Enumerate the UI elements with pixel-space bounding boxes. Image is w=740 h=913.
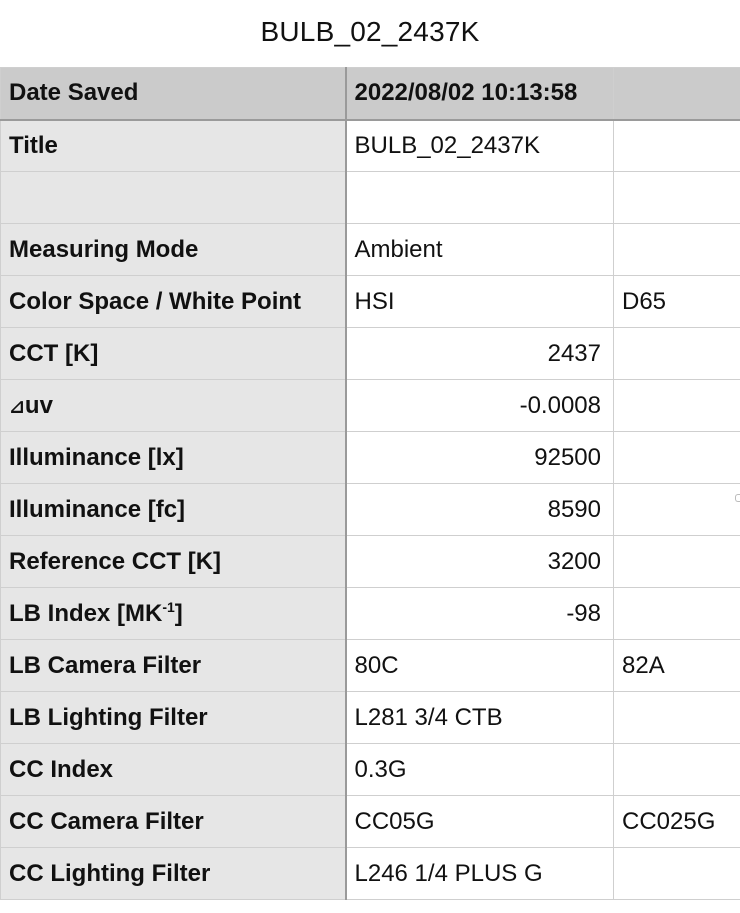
label-cell[interactable]: Color Space / White Point [1, 276, 346, 328]
table-row-lb-lighting-filter [1, 692, 740, 744]
label-cell[interactable] [1, 588, 346, 640]
value-cell[interactable]: L246 1/4 PLUS G [346, 848, 614, 900]
table-row-color-space [1, 276, 740, 328]
header-value-cell[interactable]: 2022/08/02 10:13:58 [346, 68, 614, 120]
cell-resize-handle[interactable] [735, 494, 740, 502]
label-cell[interactable]: CCT [K] [1, 328, 346, 380]
label-cell[interactable]: CC Index [1, 744, 346, 796]
table-row-cct [1, 328, 740, 380]
label-cell[interactable]: CC Camera Filter [1, 796, 346, 848]
table-row-title [1, 120, 740, 172]
value-cell[interactable]: BULB_02_2437K [346, 120, 614, 172]
header-extra-cell[interactable] [614, 68, 740, 120]
table-row-cc-camera-filter [1, 796, 740, 848]
extra-cell[interactable]: CC025G [614, 796, 740, 848]
value-cell[interactable]: -0.0008 [346, 380, 614, 432]
table-row-cc-lighting-filter [1, 848, 740, 900]
extra-cell[interactable] [614, 744, 740, 796]
label-text-end: ] [174, 600, 183, 627]
label-cell[interactable] [1, 380, 346, 432]
label-text: LB Index [MK [9, 600, 163, 627]
value-cell[interactable] [346, 172, 614, 224]
value-cell[interactable]: 0.3G [346, 744, 614, 796]
header-label-cell[interactable]: Date Saved [1, 68, 346, 120]
label-cell[interactable] [1, 172, 346, 224]
extra-cell[interactable] [614, 536, 740, 588]
table-row-empty [1, 172, 740, 224]
extra-cell[interactable] [614, 432, 740, 484]
value-cell[interactable]: CC05G [346, 796, 614, 848]
value-cell[interactable]: 80C [346, 640, 614, 692]
label-cell[interactable]: LB Lighting Filter [1, 692, 346, 744]
value-cell[interactable]: 92500 [346, 432, 614, 484]
label-cell[interactable]: Illuminance [fc] [1, 484, 346, 536]
extra-cell[interactable] [614, 328, 740, 380]
table-row-measuring-mode [1, 224, 740, 276]
extra-cell[interactable] [614, 848, 740, 900]
table-row-lb-camera-filter [1, 640, 740, 692]
extra-cell[interactable] [614, 692, 740, 744]
table-row-lb-index [1, 588, 740, 640]
value-cell[interactable]: HSI [346, 276, 614, 328]
extra-cell[interactable]: D65 [614, 276, 740, 328]
value-cell[interactable]: 3200 [346, 536, 614, 588]
extra-cell[interactable] [614, 380, 740, 432]
extra-cell[interactable] [614, 120, 740, 172]
table-row-illuminance-lx [1, 432, 740, 484]
label-cell[interactable]: Title [1, 120, 346, 172]
label-superscript: -1 [162, 599, 175, 615]
extra-cell[interactable] [614, 484, 740, 536]
table-row-cc-index [1, 744, 740, 796]
table-header-row [1, 68, 740, 120]
extra-cell[interactable] [614, 224, 740, 276]
value-cell[interactable]: 8590 [346, 484, 614, 536]
table-row-delta-uv [1, 380, 740, 432]
label-cell[interactable]: Illuminance [lx] [1, 432, 346, 484]
label-text: uv [24, 391, 53, 419]
delta-symbol: ⊿ [9, 396, 25, 418]
label-cell[interactable]: Measuring Mode [1, 224, 346, 276]
extra-cell[interactable] [614, 172, 740, 224]
document-title: BULB_02_2437K [260, 16, 480, 47]
value-cell[interactable]: L281 3/4 CTB [346, 692, 614, 744]
extra-cell[interactable]: 82A [614, 640, 740, 692]
label-cell[interactable]: LB Camera Filter [1, 640, 346, 692]
table-row-reference-cct [1, 536, 740, 588]
value-cell[interactable]: 2437 [346, 328, 614, 380]
measurement-table [0, 67, 740, 900]
value-cell[interactable]: -98 [346, 588, 614, 640]
table-row-illuminance-fc [1, 484, 740, 536]
label-cell[interactable]: Reference CCT [K] [1, 536, 346, 588]
label-cell[interactable]: CC Lighting Filter [1, 848, 346, 900]
extra-cell[interactable] [614, 588, 740, 640]
value-cell[interactable]: Ambient [346, 224, 614, 276]
